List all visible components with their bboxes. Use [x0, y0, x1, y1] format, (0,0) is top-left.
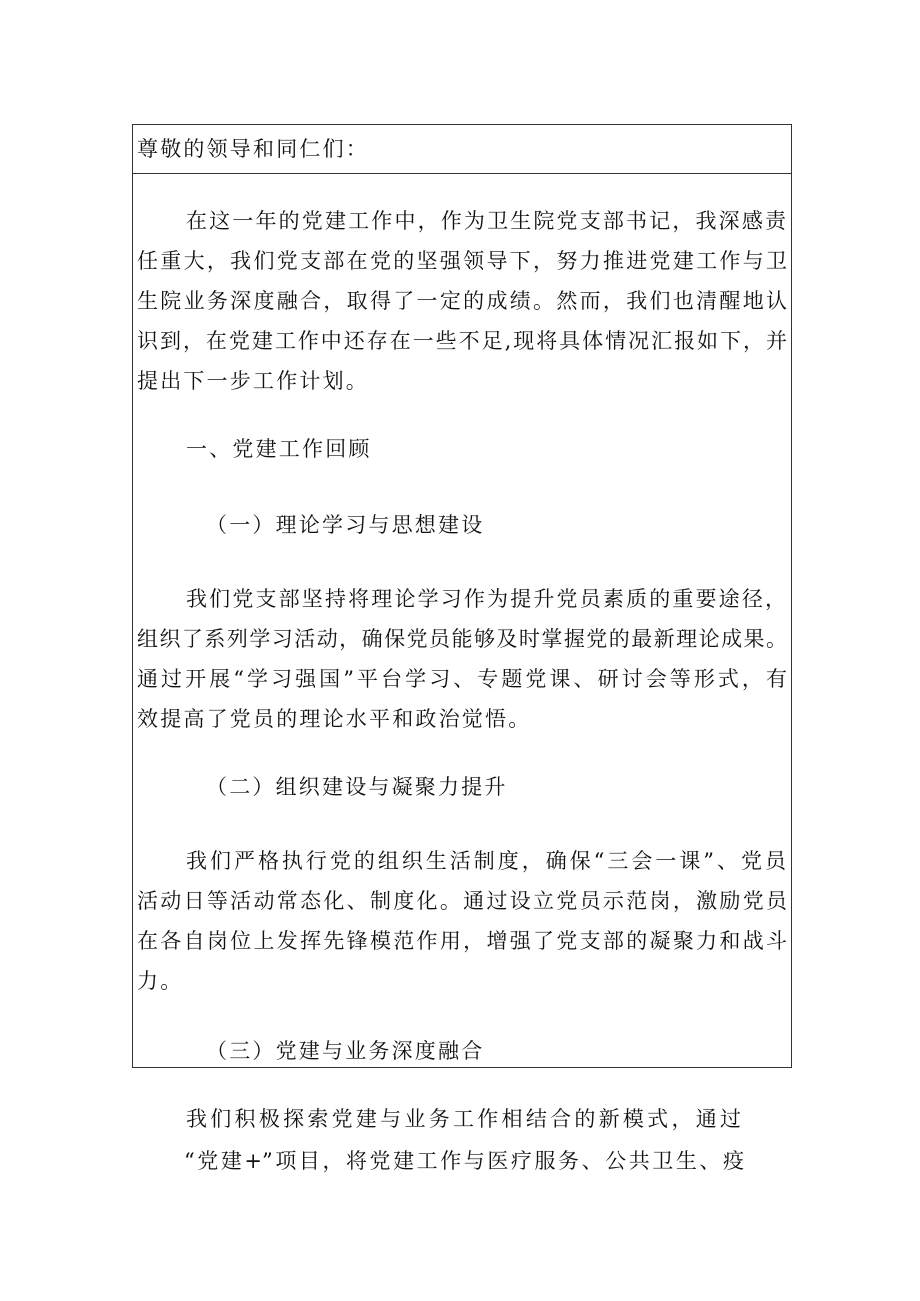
sub3-line-1: 我们积极探索党建与业务工作相结合的新模式，通过: [186, 1107, 741, 1131]
sub2-line-3: 在各自岗位上发挥先锋模范作用，增强了党支部的凝聚力和战斗: [137, 929, 787, 953]
sub1-line-2: 组织了系列学习活动，确保党员能够及时掌握党的最新理论成果。: [137, 627, 787, 651]
sub2-line-4: 力。: [137, 969, 184, 993]
sub1-line-3: 通过开展“学习强国”平台学习、专题党课、研讨会等形式，有: [137, 667, 787, 691]
intro-line-1: 在这一年的党建工作中，作为卫生院党支部书记，我深感责: [186, 209, 786, 233]
sub1-heading: （一）理论学习与思想建设: [206, 513, 485, 537]
sub2-line-2: 活动日等活动常态化、制度化。通过设立党员示范岗，激励党员: [137, 889, 787, 913]
sub1-line-1: 我们党支部坚持将理论学习作为提升党员素质的重要途径，: [186, 587, 786, 611]
salutation-divider: [133, 173, 791, 174]
intro-line-2: 任重大，我们党支部在党的坚强领导下，努力推进党建工作与卫: [137, 249, 787, 273]
section1-heading: 一、党建工作回顾: [186, 437, 372, 461]
sub3-line-2: “党建+”项目，将党建工作与医疗服务、公共卫生、疫: [184, 1149, 744, 1173]
sub2-line-1: 我们严格执行党的组织生活制度，确保“三会一课”、党员: [186, 849, 786, 873]
sub3-heading: （三）党建与业务深度融合: [206, 1039, 485, 1063]
sub2-heading: （二）组织建设与凝聚力提升: [206, 775, 508, 799]
salutation: 尊敬的领导和同仁们：: [137, 137, 369, 161]
intro-line-5: 提出下一步工作计划。: [137, 369, 369, 393]
intro-line-3: 生院业务深度融合，取得了一定的成绩。然而，我们也清醒地认: [137, 289, 787, 313]
intro-line-4: 识到，在党建工作中还存在一些不足,现将具体情况汇报如下，并: [137, 329, 787, 353]
sub1-line-4: 效提高了党员的理论水平和政治觉悟。: [137, 707, 532, 731]
